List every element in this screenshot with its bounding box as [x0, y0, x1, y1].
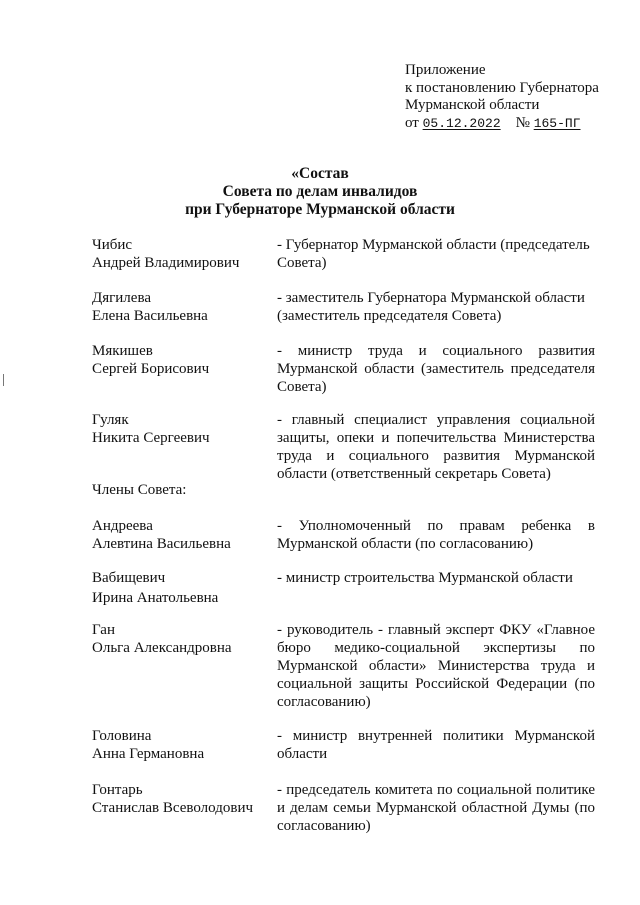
person-given-names: Анна Германовна	[92, 746, 205, 762]
document-title	[150, 165, 490, 219]
person-surname: Дягилева	[92, 290, 151, 306]
person-role: - председатель комитета по социальной политике и делам семьи Мурманской областной Думы (по согласованию)	[277, 782, 595, 834]
appendix-date-line	[405, 115, 625, 133]
person-given-names: Андрей Владимирович	[92, 255, 240, 271]
date-prefix: от	[405, 114, 419, 131]
person-given-names: Ирина Анатольевна	[92, 590, 219, 606]
person-role: - руководитель - главный эксперт ФКУ «Главное бюро медико-социальной экспертизы по Мурманской области» Министерства труда и социальной защиты Российской Федерации (по согласованию)	[277, 622, 595, 710]
number-prefix: №	[515, 114, 530, 131]
person-role: - министр труда и социального развития Мурманской области (заместитель председателя Совета)	[277, 343, 595, 395]
person-given-names: Ольга Александровна	[92, 640, 232, 656]
decree-number: 165-ПГ	[533, 115, 581, 131]
person-given-names: Алевтина Васильевна	[92, 536, 231, 552]
members-section-label: Члены Совета:	[92, 482, 187, 498]
person-name	[92, 727, 272, 763]
person-given-names: Станислав Всеволодович	[92, 800, 254, 816]
person-name	[92, 621, 272, 657]
person-surname: Гонтарь	[92, 782, 143, 798]
appendix-line-2: к постановлению Губернатора	[405, 79, 599, 96]
person-name	[92, 342, 272, 378]
person-name	[92, 569, 272, 607]
person-given-names: Елена Васильевна	[92, 308, 208, 324]
person-given-names: Сергей Борисович	[92, 361, 210, 377]
appendix-line-3: Мурманской области	[405, 97, 540, 113]
person-name	[92, 289, 272, 325]
person-role: - министр строительства Мурманской области	[277, 570, 573, 586]
person-role: - Уполномоченный по правам ребенка в Мурманской области (по согласованию)	[277, 518, 595, 552]
scan-margin-mark	[3, 374, 4, 386]
person-name	[92, 781, 272, 817]
person-surname: Головина	[92, 728, 152, 744]
person-role: - министр внутренней политики Мурманской области	[277, 728, 595, 762]
person-role: - Губернатор Мурманской области (председатель Совета)	[277, 237, 590, 271]
decree-date: 05.12.2022	[422, 115, 501, 131]
person-name	[92, 517, 272, 553]
person-role: - заместитель Губернатора Мурманской области (заместитель председателя Совета)	[277, 290, 585, 324]
appendix-line-1: Приложение	[405, 62, 486, 78]
person-name	[92, 411, 272, 447]
person-name	[92, 236, 272, 272]
person-surname: Вабищевич	[92, 570, 166, 586]
person-surname: Мякишев	[92, 343, 153, 359]
title-line-2: Совета по делам инвалидов	[222, 183, 418, 200]
person-given-names: Никита Сергеевич	[92, 430, 210, 446]
person-surname: Ган	[92, 622, 115, 638]
person-surname: Гуляк	[92, 412, 129, 428]
person-surname: Андреева	[92, 518, 153, 534]
title-line-1: «Состав	[291, 165, 349, 182]
appendix-header	[405, 62, 625, 132]
title-line-3: при Губернаторе Мурманской области	[185, 201, 455, 218]
person-role: - главный специалист управления социальной защиты, опеки и попечительства Министерства труда и социального развития Мурманской области (ответственный секретарь Совета)	[277, 412, 595, 482]
person-surname: Чибис	[92, 237, 133, 253]
